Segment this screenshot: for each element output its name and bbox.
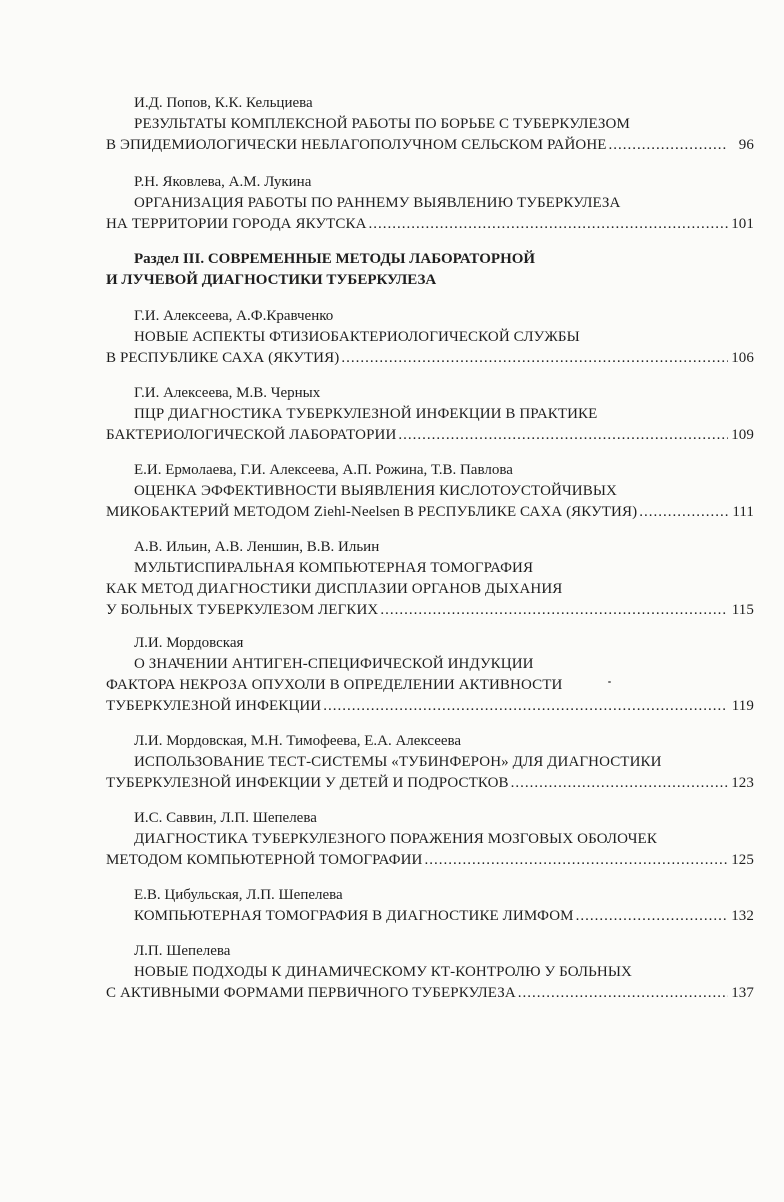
- entry-title-last-line: [106, 135, 754, 156]
- entry-authors: Г.И. Алексеева, М.В. Черных: [134, 385, 321, 401]
- entry-page-number: 137: [731, 985, 754, 1001]
- entry-title-last-line: [106, 502, 754, 523]
- entry-page-number: 125: [731, 852, 754, 868]
- entry-authors: Л.И. Мордовская: [134, 635, 244, 651]
- entry-page-number: 101: [731, 216, 754, 232]
- dot-leader: [639, 502, 728, 523]
- toc-entry: [106, 93, 754, 156]
- entry-authors: Л.И. Мордовская, М.Н. Тимофеева, Е.А. Алексеева: [134, 733, 462, 749]
- entry-page-number: 106: [731, 350, 754, 366]
- entry-title-line: НОВЫЕ ПОДХОДЫ К ДИНАМИЧЕСКОМУ КТ-КОНТРОЛЮ У БОЛЬНЫХ: [134, 964, 632, 980]
- entry-page-number: 132: [731, 908, 754, 924]
- toc-entry: [106, 633, 754, 717]
- entry-page-number: 96: [738, 137, 754, 153]
- entry-title-line: ИСПОЛЬЗОВАНИЕ ТЕСТ-СИСТЕМЫ «ТУБИНФЕРОН» ДЛЯ ДИАГНОСТИКИ: [134, 754, 662, 770]
- entry-title-last-line: [106, 983, 754, 1004]
- entry-title-last-line: [106, 696, 754, 717]
- entry-title-line: ФАКТОРА НЕКРОЗА ОПУХОЛИ В ОПРЕДЕЛЕНИИ АКТИВНОСТИ: [106, 677, 563, 693]
- entry-authors: Г.И. Алексеева, А.Ф.Кравченко: [134, 308, 334, 324]
- entry-title-line: РЕЗУЛЬТАТЫ КОМПЛЕКСНОЙ РАБОТЫ ПО БОРЬБЕ С ТУБЕРКУЛЕЗОМ: [134, 116, 630, 132]
- entry-title-last-line: [106, 906, 754, 927]
- toc-entry: [106, 941, 754, 1004]
- entry-authors: Е.И. Ермолаева, Г.И. Алексеева, А.П. Рожина, Т.В. Павлова: [134, 462, 513, 478]
- entry-title-line: ОРГАНИЗАЦИЯ РАБОТЫ ПО РАННЕМУ ВЫЯВЛЕНИЮ ТУБЕРКУЛЕЗА: [134, 195, 621, 211]
- toc-entry: [106, 885, 754, 927]
- section-heading: [106, 249, 754, 291]
- entry-title-line: НОВЫЕ АСПЕКТЫ ФТИЗИОБАКТЕРИОЛОГИЧЕСКОЙ СЛУЖБЫ: [134, 329, 580, 345]
- section-heading-line: Раздел III. СОВРЕМЕННЫЕ МЕТОДЫ ЛАБОРАТОРНОЙ: [134, 251, 536, 267]
- entry-title-last-line: [106, 348, 754, 369]
- entry-title-line: ДИАГНОСТИКА ТУБЕРКУЛЕЗНОГО ПОРАЖЕНИЯ МОЗГОВЫХ ОБОЛОЧЕК: [134, 831, 657, 847]
- dot-leader: [518, 983, 728, 1004]
- entry-title-line: НА ТЕРРИТОРИИ ГОРОДА ЯКУТСКА: [106, 216, 367, 232]
- entry-authors: И.Д. Попов, К.К. Кельциева: [134, 95, 313, 111]
- entry-title-last-line: [106, 425, 754, 446]
- entry-authors: А.В. Ильин, А.В. Леншин, В.В. Ильин: [134, 539, 380, 555]
- entry-title-line: О ЗНАЧЕНИИ АНТИГЕН-СПЕЦИФИЧЕСКОЙ ИНДУКЦИИ: [134, 656, 534, 672]
- toc-entry: [106, 808, 754, 871]
- toc-entry: [106, 172, 754, 235]
- entry-title-last-line: [106, 773, 754, 794]
- entry-title-line: В РЕСПУБЛИКЕ САХА (ЯКУТИЯ): [106, 350, 340, 366]
- entry-page-number: 119: [731, 698, 754, 714]
- dot-leader: [609, 135, 728, 156]
- entry-authors: Р.Н. Яковлева, А.М. Лукина: [134, 174, 312, 190]
- dot-leader: [380, 600, 728, 621]
- entry-title-line: МУЛЬТИСПИРАЛЬНАЯ КОМПЬЮТЕРНАЯ ТОМОГРАФИЯ: [134, 560, 534, 576]
- toc-entry: [106, 537, 754, 621]
- entry-authors: Е.В. Цибульская, Л.П. Шепелева: [134, 887, 343, 903]
- entry-page-number: 123: [731, 775, 754, 791]
- entry-page-number: 111: [732, 504, 754, 520]
- toc-entry: [106, 460, 754, 523]
- dot-leader: [576, 906, 728, 927]
- entry-title-last-line: [106, 850, 754, 871]
- dot-leader: [424, 850, 728, 871]
- entry-title-line: В ЭПИДЕМИОЛОГИЧЕСКИ НЕБЛАГОПОЛУЧНОМ СЕЛЬСКОМ РАЙОНЕ: [106, 137, 607, 153]
- entry-title-line: ТУБЕРКУЛЕЗНОЙ ИНФЕКЦИИ У ДЕТЕЙ И ПОДРОСТКОВ: [106, 775, 509, 791]
- section-heading-line: И ЛУЧЕВОЙ ДИАГНОСТИКИ ТУБЕРКУЛЕЗА: [106, 272, 437, 288]
- entry-title-line: МИКОБАКТЕРИЙ МЕТОДОМ Ziehl-Neelsen В РЕСПУБЛИКЕ САХА (ЯКУТИЯ): [106, 504, 638, 520]
- entry-title-line: БАКТЕРИОЛОГИЧЕСКОЙ ЛАБОРАТОРИИ: [106, 427, 397, 443]
- entry-title-line: МЕТОДОМ КОМПЬЮТЕРНОЙ ТОМОГРАФИИ: [106, 852, 423, 868]
- dot-leader: [511, 773, 728, 794]
- dot-leader: [369, 214, 728, 235]
- entry-title-last-line: [106, 600, 754, 621]
- entry-page-number: 115: [731, 602, 754, 618]
- toc-entry: [106, 731, 754, 794]
- entry-title-line: ПЦР ДИАГНОСТИКА ТУБЕРКУЛЕЗНОЙ ИНФЕКЦИИ В ПРАКТИКЕ: [134, 406, 598, 422]
- dot-leader: [323, 696, 728, 717]
- dot-leader: [341, 348, 728, 369]
- entry-title-line: С АКТИВНЫМИ ФОРМАМИ ПЕРВИЧНОГО ТУБЕРКУЛЕЗА: [106, 985, 516, 1001]
- entry-title-line: У БОЛЬНЫХ ТУБЕРКУЛЕЗОМ ЛЕГКИХ: [106, 602, 379, 618]
- entry-title-line: ОЦЕНКА ЭФФЕКТИВНОСТИ ВЫЯВЛЕНИЯ КИСЛОТОУСТОЙЧИВЫХ: [134, 483, 617, 499]
- entry-title-line: КОМПЬЮТЕРНАЯ ТОМОГРАФИЯ В ДИАГНОСТИКЕ ЛИМФОМ: [134, 908, 574, 924]
- entry-title-line: ТУБЕРКУЛЕЗНОЙ ИНФЕКЦИИ: [106, 698, 322, 714]
- entry-title-line: КАК МЕТОД ДИАГНОСТИКИ ДИСПЛАЗИИ ОРГАНОВ ДЫХАНИЯ: [106, 581, 563, 597]
- dot-leader: [398, 425, 728, 446]
- toc-entry: [106, 306, 754, 369]
- entry-page-number: 109: [731, 427, 754, 443]
- toc-entry: [106, 383, 754, 446]
- print-speck: [608, 681, 611, 683]
- entry-authors: И.С. Саввин, Л.П. Шепелева: [134, 810, 317, 826]
- entry-title-last-line: [106, 214, 754, 235]
- entry-authors: Л.П. Шепелева: [134, 943, 231, 959]
